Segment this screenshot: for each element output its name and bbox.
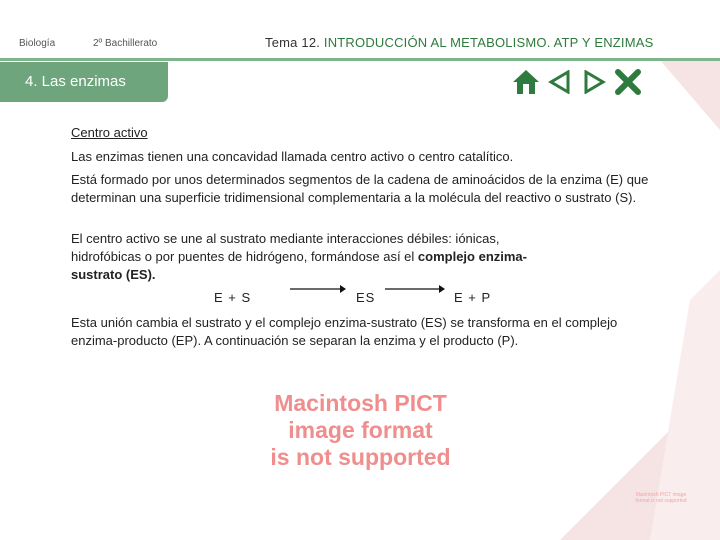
- previous-button[interactable]: [546, 68, 574, 96]
- close-icon: [615, 69, 641, 95]
- paragraph-4: Esta unión cambia el sustrato y el complejo enzima-sustrato (ES) se transforma en el complejo enzima-producto (EP). A continuación se separan la enzima y el producto (P).: [71, 315, 618, 348]
- unsupported-image-placeholder: [258, 390, 463, 471]
- arrow-icon: [385, 283, 445, 295]
- placeholder-line-1: Macintosh PICT: [274, 390, 447, 416]
- paragraph-1: [71, 148, 661, 166]
- p3-term: complejo enzima-sustrato (ES).: [71, 249, 527, 282]
- paragraph-2: Está formado por unos determinados segmentos de la cadena de aminoácidos de la enzima (E) que determinan una superficie tridimensional complementaria a la molécula del reactivo o sustrato (S).: [71, 172, 649, 205]
- next-icon: [582, 70, 606, 94]
- placeholder-line-2: image format: [288, 417, 433, 443]
- unsupported-image-placeholder-small: Macintosh PICT image format is not supported: [635, 492, 687, 504]
- home-button[interactable]: [512, 68, 540, 96]
- content-heading: Centro activo: [71, 125, 148, 140]
- section-label: 4. Las enzimas: [25, 73, 126, 90]
- p1-end: .: [509, 149, 514, 164]
- placeholder-line-3: is not supported: [270, 444, 451, 470]
- previous-icon: [548, 70, 572, 94]
- p3-text: El centro activo se une al sustrato mediante interacciones débiles: iónicas, hidrofóbicas o por puentes de hidrógeno, formándose así el: [71, 231, 500, 264]
- p1-term: centro activo o centro catalítico: [330, 149, 510, 164]
- title-main: INTRODUCCIÓN AL METABOLISMO. ATP Y ENZIMAS: [323, 35, 654, 50]
- equation-right: E + P: [454, 290, 492, 305]
- header-divider: [0, 58, 720, 61]
- close-button[interactable]: [614, 68, 642, 96]
- section-tab: [0, 62, 168, 102]
- equation-middle: ES: [356, 290, 376, 305]
- p1-text: Las enzimas tienen una concavidad llamada: [71, 149, 331, 164]
- next-button[interactable]: [580, 68, 608, 96]
- navigation-bar: [512, 68, 642, 96]
- subject-label: Biología: [19, 38, 56, 49]
- equation-left: E + S: [214, 290, 252, 305]
- home-icon: [512, 68, 540, 96]
- course-label: 2º Bachillerato: [93, 38, 158, 49]
- title-prefix: Tema 12.: [265, 35, 321, 50]
- arrow-icon: [290, 283, 346, 295]
- paragraph-3: [71, 230, 541, 284]
- page-title: [265, 35, 654, 50]
